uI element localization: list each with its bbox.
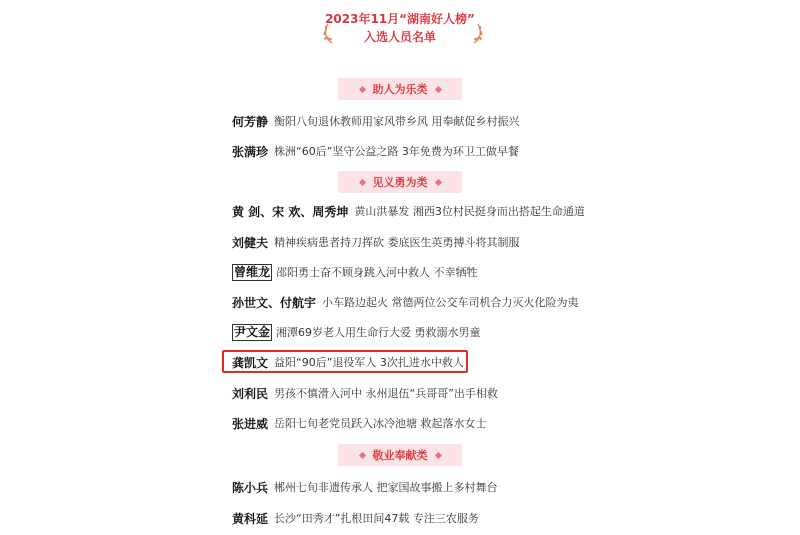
list-item xyxy=(232,384,498,402)
section-label: 见义勇为类 xyxy=(372,176,428,189)
section-label: 敬业奉献类 xyxy=(372,449,428,462)
person-description: 小车路边起火 常德两位公交车司机合力灭火化险为夷 xyxy=(322,296,579,309)
list-item xyxy=(232,323,481,341)
list-item xyxy=(232,478,498,496)
diamond-icon xyxy=(434,85,441,92)
person-description: 男孩不慎滑入河中 永州退伍“兵哥哥”出手相救 xyxy=(274,387,498,400)
person-description: 邵阳勇士奋不顾身跳入河中救人 不幸牺牲 xyxy=(276,266,478,279)
list-item xyxy=(232,142,519,160)
person-name: 刘健夫 xyxy=(232,235,269,250)
diamond-icon xyxy=(434,178,441,185)
section-header-helping xyxy=(338,78,462,100)
person-name: 黄科延 xyxy=(232,511,269,526)
list-item xyxy=(232,509,479,527)
list-item xyxy=(232,233,520,251)
person-description: 衡阳八旬退休教师用家风带乡风 用奉献促乡村振兴 xyxy=(274,115,520,128)
person-name: 黄 剑、宋 欢、周秀坤 xyxy=(232,204,349,219)
person-name: 刘利民 xyxy=(232,386,269,401)
list-item xyxy=(232,112,520,130)
person-name: 尹文金 xyxy=(234,324,271,339)
person-name: 曾维龙 xyxy=(234,264,271,279)
person-description: 株洲“60后”坚守公益之路 3年免费为环卫工做早餐 xyxy=(274,145,519,158)
person-name: 陈小兵 xyxy=(232,480,269,495)
header xyxy=(0,10,800,46)
person-name: 孙世文、付航宇 xyxy=(232,295,317,310)
person-description: 湘潭69岁老人用生命行大爱 勇救溺水男童 xyxy=(276,326,481,339)
diamond-icon xyxy=(358,178,365,185)
list-item xyxy=(232,263,478,281)
section-header-bravery xyxy=(338,171,462,193)
person-description: 郴州七旬非遗传承人 把家国故事搬上多村舞台 xyxy=(274,481,498,494)
list-item-highlighted xyxy=(232,353,464,371)
diamond-icon xyxy=(358,85,365,92)
list-item xyxy=(232,293,579,311)
person-name: 何芳静 xyxy=(232,114,269,129)
person-name: 张进威 xyxy=(232,416,269,431)
person-description: 益阳“90后”退役军人 3次扎进水中救人 xyxy=(274,356,464,369)
list-item xyxy=(232,202,585,220)
person-description: 长沙“田秀才”扎根田间47载 专注三农服务 xyxy=(274,512,479,525)
section-label: 助人为乐类 xyxy=(372,83,428,96)
person-name: 张满珍 xyxy=(232,144,269,159)
section-header-dedication xyxy=(338,444,462,466)
person-description: 岳阳七旬老党员跃入冰冷池塘 救起落水女士 xyxy=(274,417,487,430)
person-description: 精神疾病患者持刀挥砍 娄底医生英勇搏斗将其制服 xyxy=(274,236,520,249)
list-item xyxy=(232,414,487,432)
diamond-icon xyxy=(358,451,365,458)
person-name: 龚凯文 xyxy=(232,355,269,370)
person-description: 黄山洪暴发 湘西3位村民挺身而出搭起生命通道 xyxy=(354,205,585,218)
diamond-icon xyxy=(434,451,441,458)
page-subtitle: 入选人员名单 xyxy=(363,30,436,44)
page-title: 2023年11月“湖南好人榜” xyxy=(325,12,475,26)
